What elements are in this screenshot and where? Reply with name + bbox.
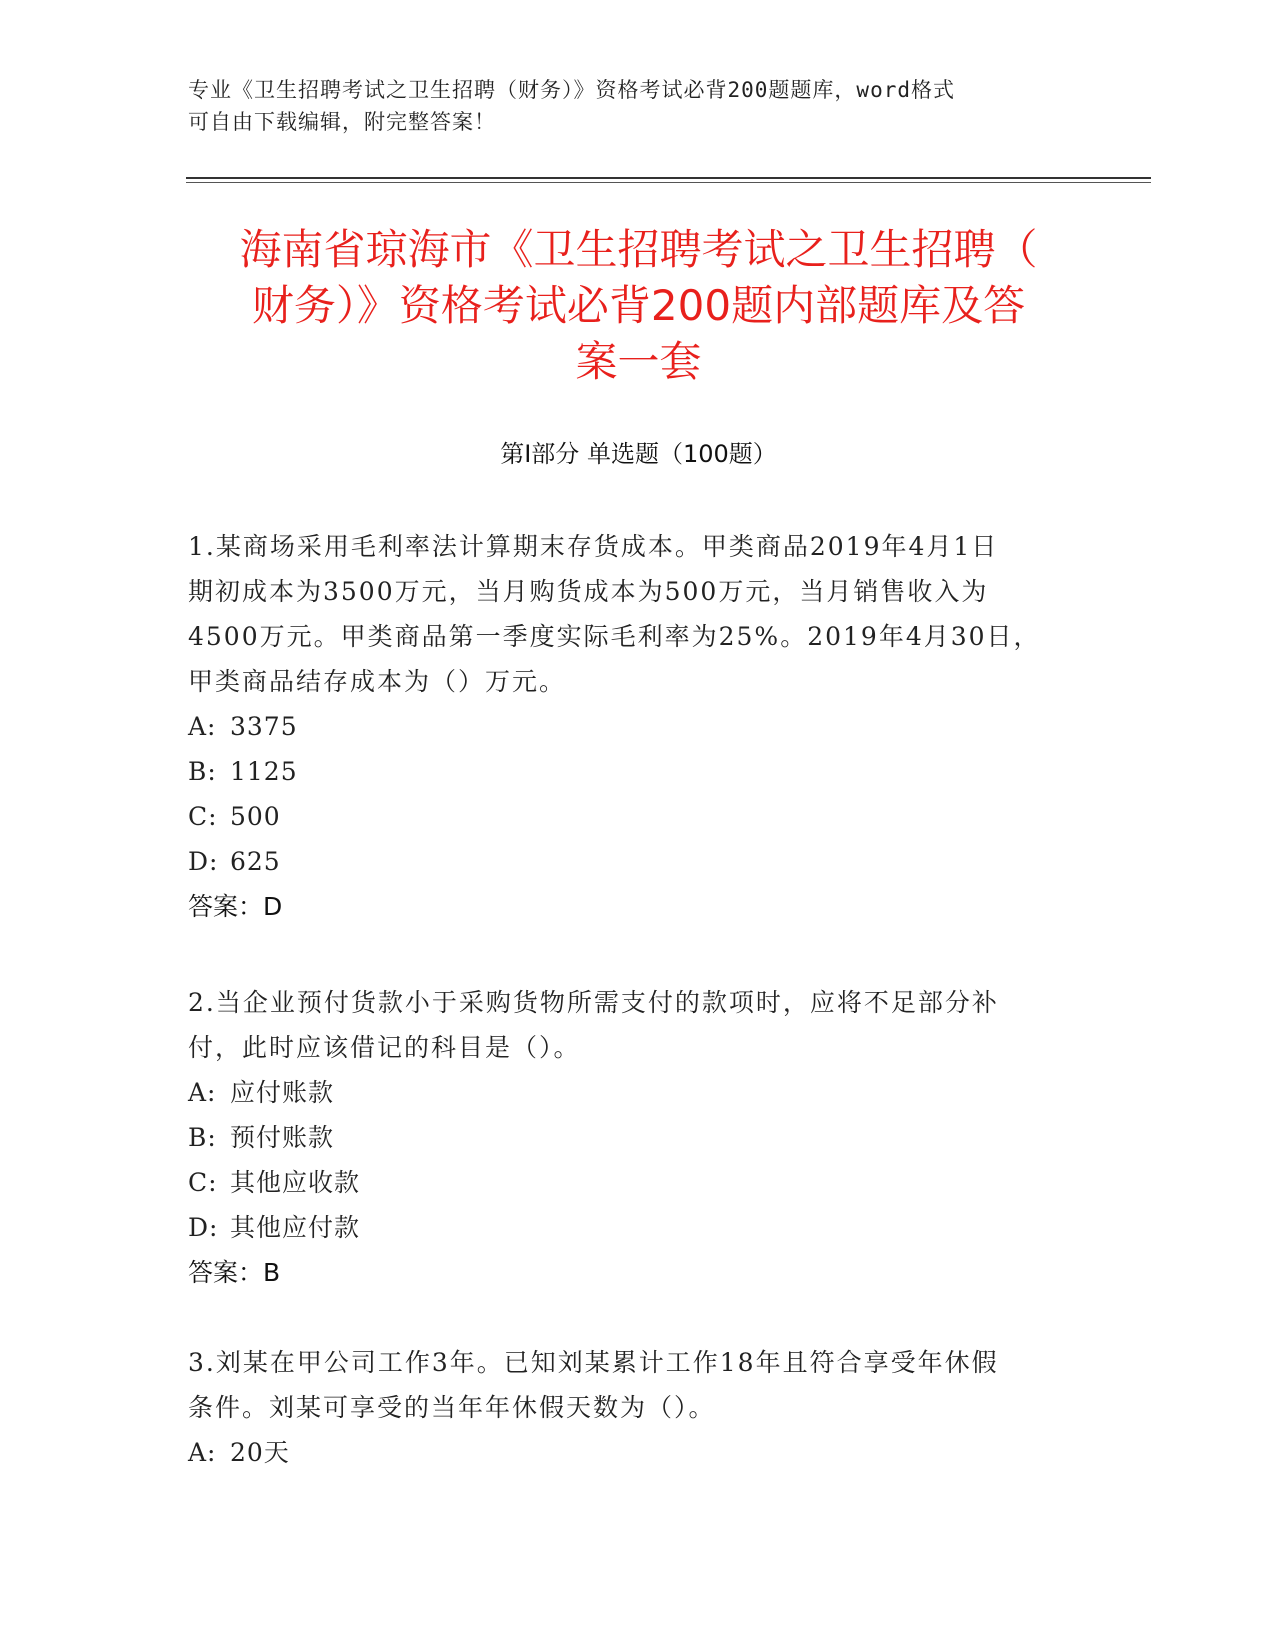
option-a (188, 704, 1088, 749)
option-key: C: (188, 802, 218, 831)
document-title-line: 财务）》资格考试必背200题内部题库及答 (251, 281, 1026, 330)
header-note-line: 专业《卫生招聘考试之卫生招聘（财务）》资格考试必背200题题库，word格式 (188, 78, 955, 102)
option-text: 500 (230, 802, 281, 831)
option-b (188, 1115, 1088, 1160)
option-text: 其他应收款 (230, 1168, 361, 1197)
option-key: C: (188, 1168, 218, 1197)
option-d (188, 839, 1088, 884)
question-stem-line: 付，此时应该借记的科目是（）。 (188, 1033, 581, 1062)
question-stem-line: 期初成本为3500万元，当月购货成本为500万元，当月销售收入为 (188, 577, 989, 606)
document-title (186, 222, 1091, 390)
document-title-line: 海南省琼海市《卫生招聘考试之卫生招聘（ (239, 225, 1038, 274)
option-text: 20天 (230, 1438, 290, 1467)
answer-line: 答案：B (188, 1258, 281, 1287)
option-text: 1125 (230, 757, 298, 786)
header-divider-thick (186, 177, 1151, 179)
question-1 (188, 524, 1088, 929)
option-c (188, 794, 1088, 839)
option-a (188, 1430, 1088, 1475)
header-note (188, 74, 1068, 138)
question-stem-line: 2.当企业预付货款小于采购货物所需支付的款项时，应将不足部分补 (188, 988, 999, 1017)
option-key: D: (188, 1213, 219, 1242)
header-divider-thin (186, 182, 1151, 183)
option-key: A: (188, 1438, 217, 1467)
option-text: 其他应付款 (230, 1213, 361, 1242)
question-stem-line: 3.刘某在甲公司工作3年。已知刘某累计工作18年且符合享受年休假 (188, 1348, 999, 1377)
question-2 (188, 980, 1088, 1295)
question-stem-line: 甲类商品结存成本为（）万元。 (188, 667, 567, 696)
option-d (188, 1205, 1088, 1250)
option-key: D: (188, 847, 219, 876)
question-stem-line: 1.某商场采用毛利率法计算期末存货成本。甲类商品2019年4月1日 (188, 532, 999, 561)
question-3 (188, 1340, 1088, 1475)
option-text: 预付账款 (230, 1123, 335, 1152)
option-a (188, 1070, 1088, 1115)
section-heading: 第I部分 单选题（100题） (500, 440, 777, 468)
option-key: B: (188, 757, 217, 786)
option-c (188, 1160, 1088, 1205)
option-text: 3375 (230, 712, 298, 741)
header-note-line: 可自由下载编辑，附完整答案！ (188, 110, 496, 134)
option-b (188, 749, 1088, 794)
option-key: B: (188, 1123, 217, 1152)
question-stem-line: 4500万元。甲类商品第一季度实际毛利率为25%。2019年4月30日， (188, 622, 1041, 651)
option-text: 625 (230, 847, 281, 876)
question-stem-line: 条件。刘某可享受的当年年休假天数为（）。 (188, 1393, 716, 1422)
option-key: A: (188, 712, 217, 741)
option-key: A: (188, 1078, 217, 1107)
document-title-line: 案一套 (575, 337, 702, 386)
option-text: 应付账款 (230, 1078, 335, 1107)
answer-line: 答案：D (188, 892, 283, 921)
